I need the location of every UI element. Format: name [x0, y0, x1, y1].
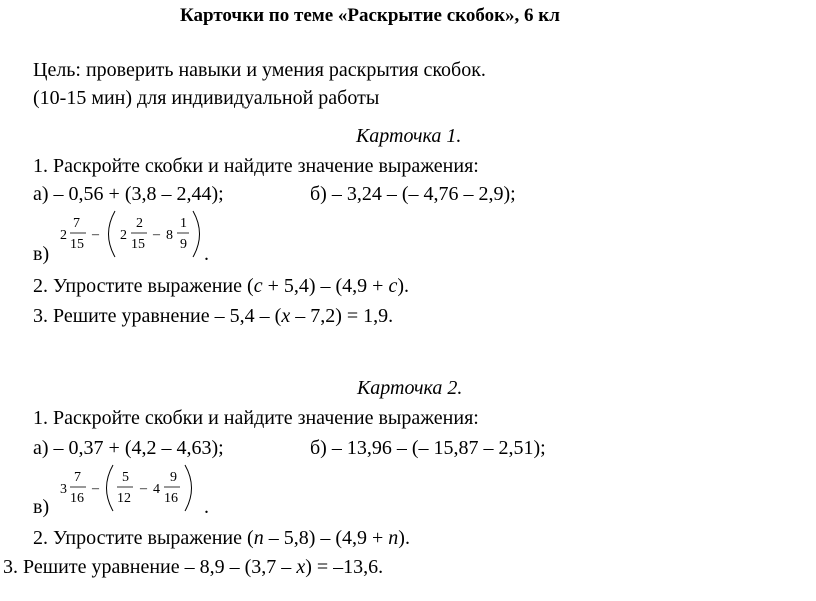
- whole-number: 4: [153, 482, 160, 497]
- page-title: Карточки по теме «Раскрытие скобок», 6 кл: [180, 5, 560, 26]
- denominator: 16: [164, 491, 178, 506]
- card-2-task-2: [33, 526, 410, 550]
- variable: x: [296, 556, 306, 578]
- task-3-text: – 7,2) = 1,9.: [290, 305, 394, 327]
- card-2-task-1c-end: .: [204, 496, 209, 518]
- whole-number: 8: [166, 228, 173, 243]
- card-1-title: Карточка 1.: [356, 125, 462, 147]
- numerator: 5: [122, 470, 129, 485]
- card-2-task-1b: б) – 13,96 – (– 15,87 – 2,51);: [310, 437, 546, 459]
- denominator: 15: [131, 237, 145, 252]
- card-1-task-1: 1. Раскройте скобки и найдите значение выражения:: [33, 155, 479, 177]
- denominator: 12: [117, 491, 131, 506]
- task-2-text: ).: [398, 527, 410, 549]
- minus-sign: –: [140, 481, 147, 496]
- minus-sign: –: [153, 227, 160, 242]
- task-3-text: 3. Решите уравнение – 8,9 – (3,7 –: [3, 556, 297, 578]
- card-2-task-3: [3, 555, 383, 579]
- minus-sign: –: [92, 227, 99, 242]
- variable: n: [253, 527, 264, 549]
- task-2-text: 2. Упростите выражение (: [33, 275, 254, 297]
- goal-line-1: Цель: проверить навыки и умения раскрытия скобок.: [33, 59, 486, 81]
- card-2-title: Карточка 2.: [357, 377, 463, 399]
- left-paren: [107, 465, 114, 511]
- task-3-text: 3. Решите уравнение – 5,4 – (: [33, 305, 282, 327]
- card-1-task-1c-end: .: [204, 243, 209, 265]
- denominator: 9: [180, 237, 187, 252]
- card-2-fraction-expression: [56, 462, 206, 514]
- task-2-text: 2. Упростите выражение (: [33, 527, 254, 549]
- variable: x: [281, 305, 291, 327]
- whole-number: 3: [60, 482, 67, 497]
- card-1-task-2: [33, 274, 409, 298]
- right-paren: [193, 211, 200, 257]
- left-paren: [109, 211, 116, 257]
- numerator: 7: [74, 470, 81, 485]
- denominator: 16: [70, 491, 84, 506]
- card-1-fraction-expression: [56, 208, 206, 260]
- variable: c: [253, 275, 263, 297]
- card-2-task-1: 1. Раскройте скобки и найдите значение выражения:: [33, 407, 479, 429]
- card-1-task-1c-label: в): [33, 243, 50, 265]
- task-3-text: ) = –13,6.: [305, 556, 384, 578]
- card-2-task-1c-label: в): [33, 496, 50, 518]
- task-2-text: ).: [397, 275, 410, 297]
- task-2-text: + 5,4) – (4,9 +: [262, 275, 389, 297]
- card-1-task-3: [33, 304, 393, 328]
- numerator: 1: [180, 216, 187, 231]
- goal-line-2: (10-15 мин) для индивидуальной работы: [33, 87, 380, 109]
- denominator: 15: [70, 237, 84, 252]
- whole-number: 2: [120, 228, 127, 243]
- card-2-task-1a: а) – 0,37 + (4,2 – 4,63);: [33, 437, 224, 459]
- card-1-task-1b: б) – 3,24 – (– 4,76 – 2,9);: [310, 183, 516, 205]
- variable: c: [388, 275, 398, 297]
- variable: n: [388, 527, 399, 549]
- numerator: 2: [136, 216, 143, 231]
- whole-number: 2: [60, 228, 67, 243]
- numerator: 9: [170, 470, 177, 485]
- numerator: 7: [73, 216, 80, 231]
- minus-sign: –: [92, 481, 99, 496]
- task-2-text: – 5,8) – (4,9 +: [263, 527, 389, 549]
- card-1-task-1a: а) – 0,56 + (3,8 – 2,44);: [33, 183, 224, 205]
- right-paren: [185, 465, 192, 511]
